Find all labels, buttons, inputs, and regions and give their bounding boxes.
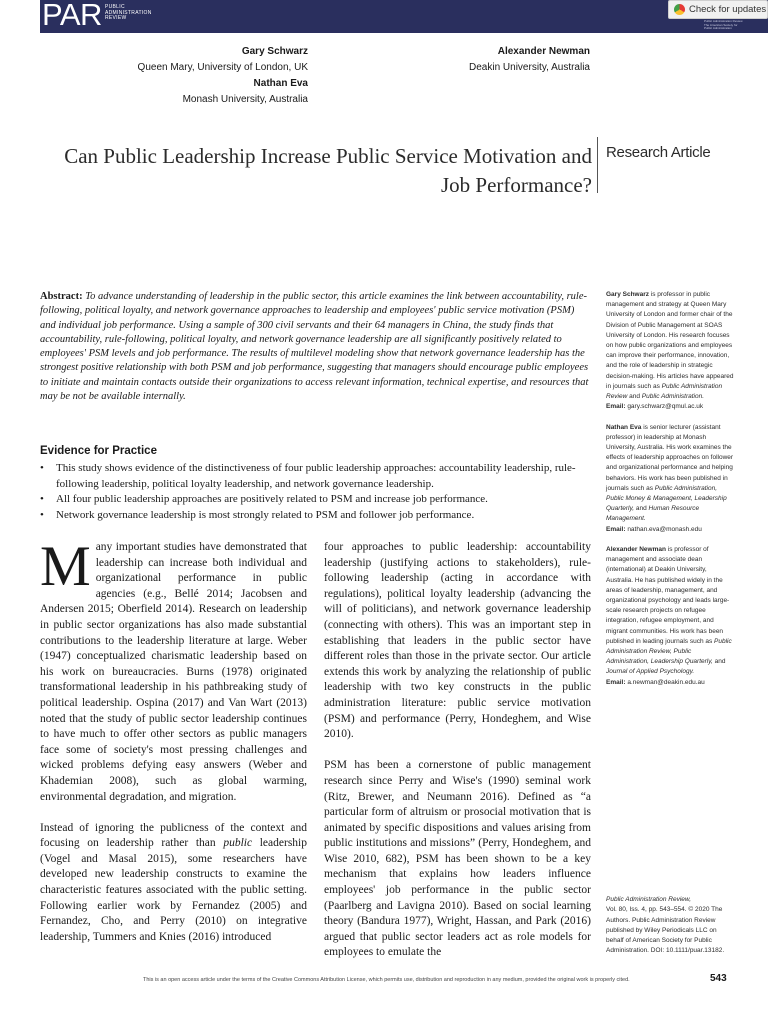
- title-divider: [597, 137, 598, 193]
- abstract-text: To advance understanding of leadership in the public sector, this article examines the link between accountability, rule-following, political loyalty, and network governance approaches to leadership and employees' public service motivation (PSM) and individual job performance. Using a sample of 300 civil servants and their 64 managers in China, the study finds that accountability, rule-following, political loyalty, and network governance leadership are all significantly positively related to employees' PSM levels and job performance. The results of multilevel modeling show that network governance leadership has the strongest positive relationship with both PSM and job performance, suggesting that managers should encourage public employees to initiate and maintain contacts outside their organizations to access relevant information, technical expertise, and resources that may be not be available internally.: [40, 291, 589, 403]
- author-name: Nathan Eva: [253, 78, 308, 89]
- author-bios: [606, 290, 734, 698]
- body-column-right: [324, 540, 591, 977]
- author-bio: Nathan Eva is senior lecturer (assistant professor) in leadership at Monash University, Australia. His work examines the effects of leadership approaches on follower and organizational performance and helping behaviors. His work has been published in journals such as Public Administration, Public Money & Management, Leadership Quarterly, and Human Resource Management. Email: nathan.eva@monash.edu: [606, 423, 734, 533]
- author-email-link[interactable]: a.newman@deakin.edu.au: [625, 678, 705, 686]
- author-block-right: [469, 44, 590, 76]
- page-number: 543: [710, 973, 727, 984]
- crossmark-icon: [674, 4, 685, 15]
- body-column-left: [40, 535, 307, 961]
- author-email-link[interactable]: nathan.eva@monash.edu: [625, 525, 702, 533]
- evidence-list: [40, 461, 592, 523]
- author-block-left: [138, 44, 308, 108]
- header-society-text: Public Administration Review The American Society for Public Administration: [704, 19, 743, 30]
- article-type-label: Research Article: [606, 144, 711, 161]
- check-for-updates-button[interactable]: Check for updates: [668, 0, 768, 19]
- article-title: Can Public Leadership Increase Public Service Motivation and Job Performance?: [64, 144, 592, 197]
- evidence-item: • Network governance leadership is most strongly related to PSM and follower job performance.: [40, 508, 592, 524]
- drop-cap: M: [40, 535, 91, 598]
- evidence-item: • All four public leadership approaches are positively related to PSM and increase job performance.: [40, 492, 592, 508]
- citation-block: Public Administration Review, Vol. 80, Iss. 4, pp. 543–554. © 2020 The Authors. Public Administration Review published by Wiley Periodicals LLC on behalf of American Society for Public Administration. DOI: 10.1111/puar.13182.: [606, 896, 725, 955]
- journal-logo-subtitle: PUBLIC ADMINISTRATION REVIEW: [105, 4, 152, 21]
- abstract: [40, 290, 592, 404]
- author-affiliation: Deakin University, Australia: [469, 62, 590, 73]
- author-name: Alexander Newman: [497, 46, 590, 57]
- body-paragraph: Instead of ignoring the publicness of the context and focusing on leadership rather than public leadership (Vogel and Masal 2015), some researchers have developed new leadership constructs to examine the characteristic features associated with the public setting. Following earlier work by Fernandez (2005) and Fernandez, Cho, and Perry (2010) on integrative leadership, Tummers and Knies (2016) introduced: [40, 821, 307, 943]
- author-bio: Gary Schwarz is professor in public management and strategy at Queen Mary University of London and former chair of the Division of Public Management at SOAS University of London. His research focuses on how public organizations and employees can improve their performance, innovation, and the role of leadership in strategic decision-making. His articles have appeared in journals such as Public Administration Review and Public Administration. Email: gary.schwarz@qmul.ac.uk: [606, 291, 734, 411]
- license-note: This is an open access article under the terms of the Creative Commons Attribution License, which permits use, distribution and reproduction in any medium, provided the original work is properly cited.: [143, 977, 630, 983]
- evidence-item: • This study shows evidence of the distinctiveness of four public leadership approaches: accountability leadership, rule-following leadership, political loyalty leadership, and network governance leadership.: [40, 461, 592, 492]
- author-email-link[interactable]: gary.schwarz@qmul.ac.uk: [625, 403, 704, 411]
- author-name: Gary Schwarz: [241, 46, 308, 57]
- abstract-label: Abstract:: [40, 291, 83, 302]
- author-affiliation: Queen Mary, University of London, UK: [137, 62, 308, 73]
- journal-logo: PAR: [42, 0, 102, 32]
- body-paragraph: Many important studies have demonstrated that leadership can increase both individual and organizational performance in public agencies (e.g., Bellé 2014; Jacobsen and Andersen 2015; Oberfield 2014). Research on leadership in public sector organizations has also made substantial contributions to the leadership literature at large. Weber (1947) conceptualized charismatic leadership based on his work on bureaucracies. Burns (1978) originated transformational leadership in his pathbreaking study of political leadership. Ospina (2017) and Van Wart (2013) noted that the study of public sector leadership continues to have much to offer other sectors as public managers face some of society's most pressing challenges and wicked problems defying easy answers (Weber and Khademian 2008), such as global warming, environmental degradation, and migration.: [40, 535, 307, 803]
- body-paragraph: four approaches to public leadership: accountability leadership (justifying actions to stakeholders), rule-following leadership (acting in accordance with regulations), political loyalty leadership (advancing the will of politicians), and network governance leadership (connecting with others). This was an important step in establishing that leaders in the public sector have different roles than those in the private sector. Our article extends this work by analyzing the relationship of public leadership with two key constructs in the public administration literature: public service motivation (PSM) and performance (Perry, Hondeghem, and Wise 2010).: [324, 541, 591, 741]
- body-paragraph: PSM has been a cornerstone of public management research since Perry and Wise's (1990) seminal work (Ritz, Brewer, and Neumann 2016). Defined as “a particular form of altruism or prosocial motivation that is animated by specific dispositions and values arising from public institutions and missions” (Perry, Hondeghem, and Wise 2010, 682), PSM has been shown to be a key mechanism that explains how leaders influence employees' job performance in the public sector (Paarlberg and Lavigna 2010). Based on social learning theory (Bandura 1977), Wright, Hassan, and Park (2016) argued that public sector leaders act as role models for employees to emulate the: [324, 759, 591, 959]
- author-bio: Alexander Newman is professor of management and associate dean (international) at Deakin University, Australia. He has published widely in the areas of leadership, management, and organizational psychology and leads large-scale research projects on refugee integration, refugee employment, and migrant communities. His work has been published in leading journals such as Public Administration Review, Public Administration, Leadership Quarterly, and Journal of Applied Psychology. Email: a.newman@deakin.edu.au: [606, 546, 732, 686]
- author-affiliation: Monash University, Australia: [182, 94, 308, 105]
- evidence-heading: Evidence for Practice: [40, 445, 157, 457]
